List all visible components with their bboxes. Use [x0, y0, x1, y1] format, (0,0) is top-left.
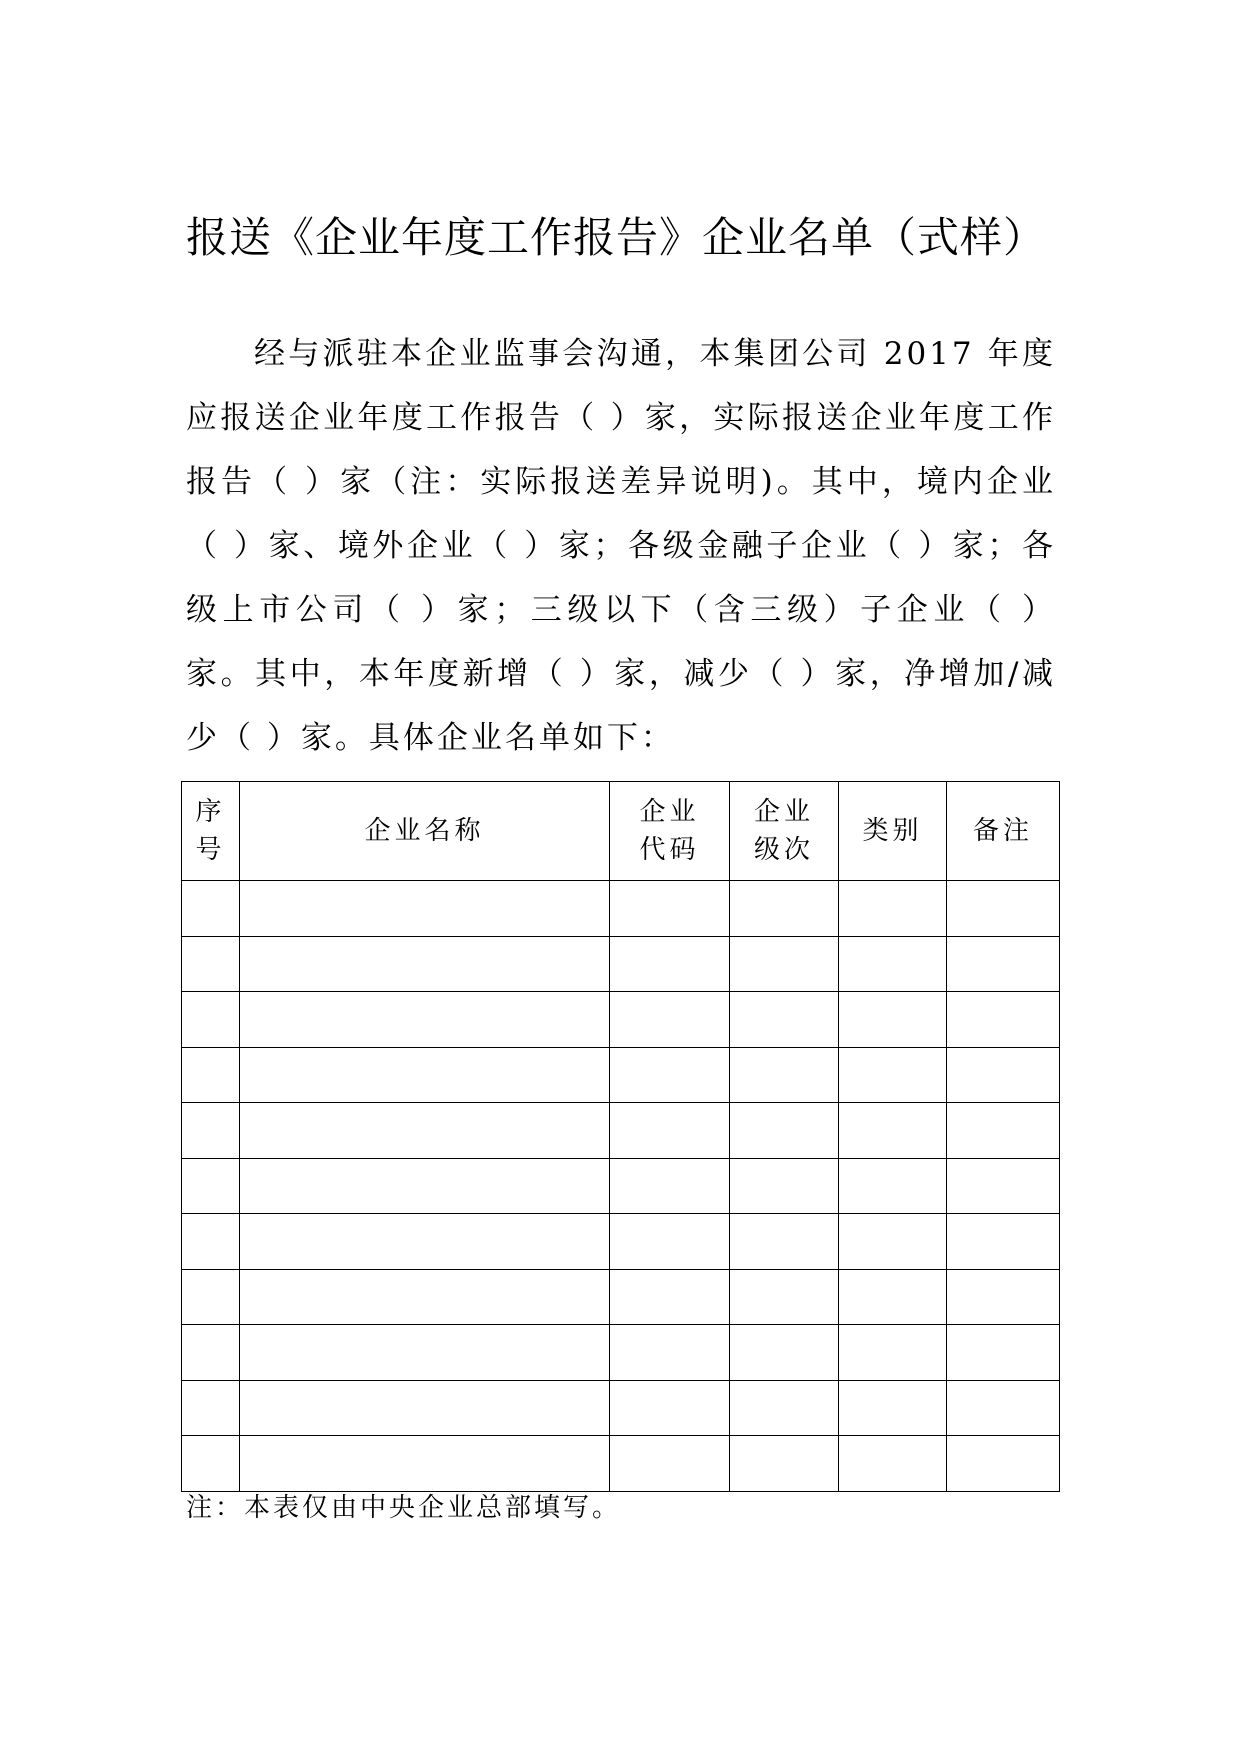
header-level-line2: 级次: [753, 835, 814, 865]
cell-code: [610, 936, 730, 992]
header-level: [730, 782, 839, 881]
cell-category: [839, 1158, 947, 1214]
cell-category: [839, 1436, 947, 1492]
cell-level: [730, 936, 839, 992]
cell-code: [610, 1436, 730, 1492]
cell-category: [839, 1214, 947, 1270]
header-seq-line1: 序: [195, 797, 226, 827]
table-row: [182, 1047, 1060, 1103]
header-level-line1: 企业: [753, 797, 814, 827]
cell-name: [240, 1158, 610, 1214]
table-row: [182, 1214, 1060, 1270]
cell-level: [730, 1380, 839, 1436]
table-row: [182, 1158, 1060, 1214]
cell-category: [839, 1325, 947, 1381]
header-seq-line2: 号: [195, 835, 226, 865]
cell-name: [240, 992, 610, 1048]
cell-seq: [182, 1158, 240, 1214]
cell-level: [730, 1269, 839, 1325]
cell-code: [610, 1103, 730, 1159]
cell-category: [839, 936, 947, 992]
cell-seq: [182, 1269, 240, 1325]
intro-paragraph: 经与派驻本企业监事会沟通，本集团公司 2017 年度应报送企业年度工作报告（ ）家，实际报送企业年度工作报告（ ）家（注：实际报送差异说明)。其中，境内企业（ ）家、境外企业（ ）家；各级金融子企业（ ）家；各级上市公司（ ）家；三级以下（含三级）子企业（ ）家。其中，本年度新增（ ）家，减少（ ）家，净增加/减少（ ）家。具体企业名单如下：: [186, 336, 1056, 756]
cell-seq: [182, 936, 240, 992]
table-row: [182, 1380, 1060, 1436]
cell-seq: [182, 1047, 240, 1103]
cell-category: [839, 992, 947, 1048]
cell-seq: [182, 881, 240, 937]
cell-code: [610, 992, 730, 1048]
cell-name: [240, 1380, 610, 1436]
cell-category: [839, 881, 947, 937]
page-title: 报送《企业年度工作报告》企业名单（式样）: [186, 213, 1047, 262]
footnote: 注：本表仅由中央企业总部填写。: [186, 1493, 622, 1523]
cell-level: [730, 1325, 839, 1381]
table-body: [182, 881, 1060, 1492]
table-row: [182, 1269, 1060, 1325]
header-category: 类别: [839, 782, 947, 881]
cell-seq: [182, 1325, 240, 1381]
cell-name: [240, 1103, 610, 1159]
cell-level: [730, 1214, 839, 1270]
header-name: 企业名称: [240, 782, 610, 881]
cell-name: [240, 936, 610, 992]
cell-seq: [182, 1103, 240, 1159]
cell-name: [240, 1325, 610, 1381]
cell-remark: [947, 936, 1060, 992]
cell-level: [730, 992, 839, 1048]
cell-code: [610, 1380, 730, 1436]
cell-remark: [947, 992, 1060, 1048]
cell-remark: [947, 1436, 1060, 1492]
cell-remark: [947, 1325, 1060, 1381]
cell-code: [610, 881, 730, 937]
table-row: [182, 992, 1060, 1048]
cell-name: [240, 1214, 610, 1270]
cell-remark: [947, 881, 1060, 937]
header-remark: 备注: [947, 782, 1060, 881]
table-row: [182, 881, 1060, 937]
header-code: [610, 782, 730, 881]
table-row: [182, 1436, 1060, 1492]
header-seq: [182, 782, 240, 881]
cell-remark: [947, 1214, 1060, 1270]
cell-seq: [182, 1214, 240, 1270]
cell-category: [839, 1103, 947, 1159]
enterprise-list-table: [181, 781, 1060, 1492]
table-header-row: [182, 782, 1060, 881]
cell-level: [730, 1103, 839, 1159]
cell-remark: [947, 1380, 1060, 1436]
table-row: [182, 1325, 1060, 1381]
cell-remark: [947, 1047, 1060, 1103]
header-code-line2: 代码: [639, 835, 700, 865]
cell-code: [610, 1269, 730, 1325]
cell-name: [240, 1436, 610, 1492]
cell-category: [839, 1269, 947, 1325]
cell-seq: [182, 992, 240, 1048]
cell-seq: [182, 1380, 240, 1436]
cell-level: [730, 1158, 839, 1214]
cell-seq: [182, 1436, 240, 1492]
cell-category: [839, 1380, 947, 1436]
cell-name: [240, 1269, 610, 1325]
cell-code: [610, 1214, 730, 1270]
cell-name: [240, 881, 610, 937]
table-row: [182, 936, 1060, 992]
cell-remark: [947, 1269, 1060, 1325]
cell-remark: [947, 1158, 1060, 1214]
cell-code: [610, 1158, 730, 1214]
cell-category: [839, 1047, 947, 1103]
cell-remark: [947, 1103, 1060, 1159]
table-row: [182, 1103, 1060, 1159]
header-code-line1: 企业: [639, 797, 700, 827]
cell-code: [610, 1047, 730, 1103]
cell-level: [730, 881, 839, 937]
cell-code: [610, 1325, 730, 1381]
cell-name: [240, 1047, 610, 1103]
cell-level: [730, 1436, 839, 1492]
cell-level: [730, 1047, 839, 1103]
